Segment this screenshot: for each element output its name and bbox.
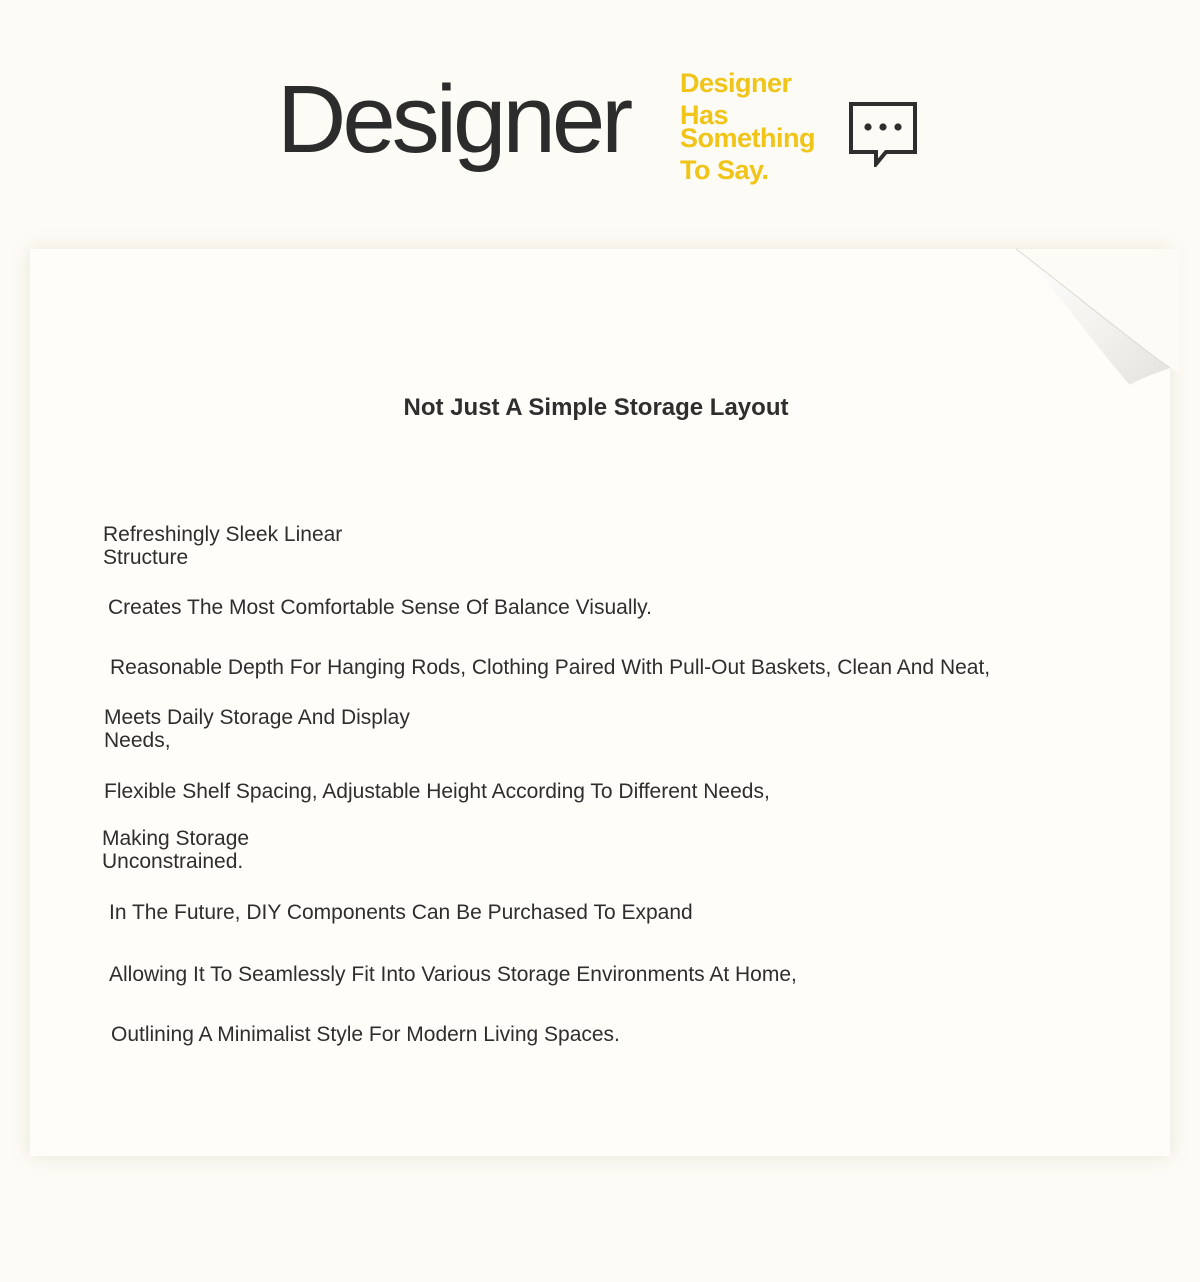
tagline-line: Designer bbox=[680, 68, 792, 98]
body-line: Refreshingly Sleek Linear Structure bbox=[103, 523, 343, 569]
tagline-line: To Say. bbox=[680, 155, 769, 185]
body-line: Reasonable Depth For Hanging Rods, Clothing Paired With Pull-Out Baskets, Clean And Neat, bbox=[110, 656, 991, 679]
tagline-line: Has bbox=[680, 100, 729, 130]
body-line: Meets Daily Storage And Display Needs, bbox=[104, 706, 410, 752]
body-line: Creates The Most Comfortable Sense Of Balance Visually. bbox=[108, 596, 652, 619]
tagline-line: Something bbox=[680, 123, 815, 153]
body-line: Flexible Shelf Spacing, Adjustable Height According To Different Needs, bbox=[104, 780, 770, 803]
paper-card bbox=[30, 249, 1170, 1156]
brand-title: Designer bbox=[277, 66, 630, 173]
body-line: In The Future, DIY Components Can Be Purchased To Expand bbox=[109, 901, 693, 924]
paper-curl-corner bbox=[1010, 240, 1180, 390]
chat-bubble-ellipsis-icon bbox=[848, 101, 918, 167]
body-line: Outlining A Minimalist Style For Modern Living Spaces. bbox=[111, 1023, 620, 1046]
tagline bbox=[680, 70, 830, 184]
body-line: Making Storage Unconstrained. bbox=[102, 827, 250, 873]
body-line: Allowing It To Seamlessly Fit Into Various Storage Environments At Home, bbox=[109, 963, 797, 986]
paper-heading: Not Just A Simple Storage Layout bbox=[403, 394, 789, 421]
